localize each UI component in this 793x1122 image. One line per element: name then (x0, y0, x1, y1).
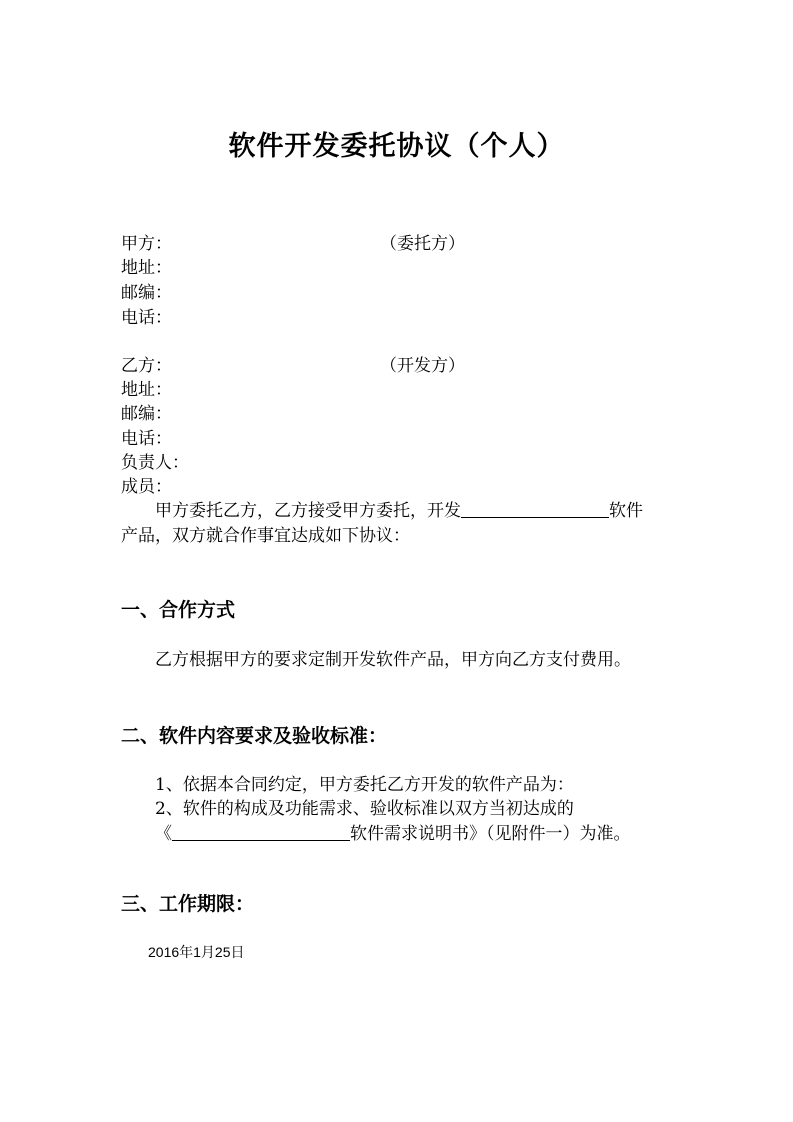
party-a-label: 甲方： (121, 234, 172, 254)
intro-text-part1: 甲方委托乙方，乙方接受甲方委托，开发 (155, 501, 461, 521)
section-2-item-3-rest: 软件需求说明书》（见附件一）为准。 (350, 824, 631, 844)
section-2-item-3 (155, 822, 631, 846)
party-b-phone: 电话： (121, 429, 172, 449)
party-b-label: 乙方： (121, 356, 172, 376)
intro-paragraph-line1 (155, 499, 643, 523)
work-period-date: 2016年1月25日 (148, 944, 245, 960)
intro-paragraph-line2: 产品，双方就合作事宜达成如下协议： (121, 526, 410, 546)
section-2-item-3-open: 《 (155, 824, 172, 844)
section-3-heading: 三、工作期限： (121, 893, 255, 915)
section-2-item-2: 2、软件的构成及功能需求、验收标准以双方当初达成的 (155, 799, 574, 819)
party-b-leader: 负责人： (121, 453, 189, 473)
section-1-body: 乙方根据甲方的要求定制开发软件产品，甲方向乙方支付费用。 (155, 650, 631, 670)
section-1-heading: 一、合作方式 (121, 599, 236, 621)
section-2-item-1: 1、依据本合同约定，甲方委托乙方开发的软件产品为： (155, 775, 574, 795)
party-b-address: 地址： (121, 380, 172, 400)
document-title: 软件开发委托协议（个人） (228, 131, 565, 162)
party-b-role: （开发方） (380, 356, 465, 376)
party-a-postcode: 邮编： (121, 283, 172, 303)
requirements-doc-blank (172, 822, 350, 841)
party-a-role: （委托方） (380, 234, 465, 254)
party-b-postcode: 邮编： (121, 404, 172, 424)
party-a-phone: 电话： (121, 308, 172, 328)
party-a-address: 地址： (121, 258, 172, 278)
intro-text-part2: 软件 (609, 501, 643, 521)
software-name-blank (461, 499, 609, 518)
party-b-members: 成员： (121, 477, 172, 497)
section-2-heading: 二、软件内容要求及验收标准： (121, 725, 388, 747)
